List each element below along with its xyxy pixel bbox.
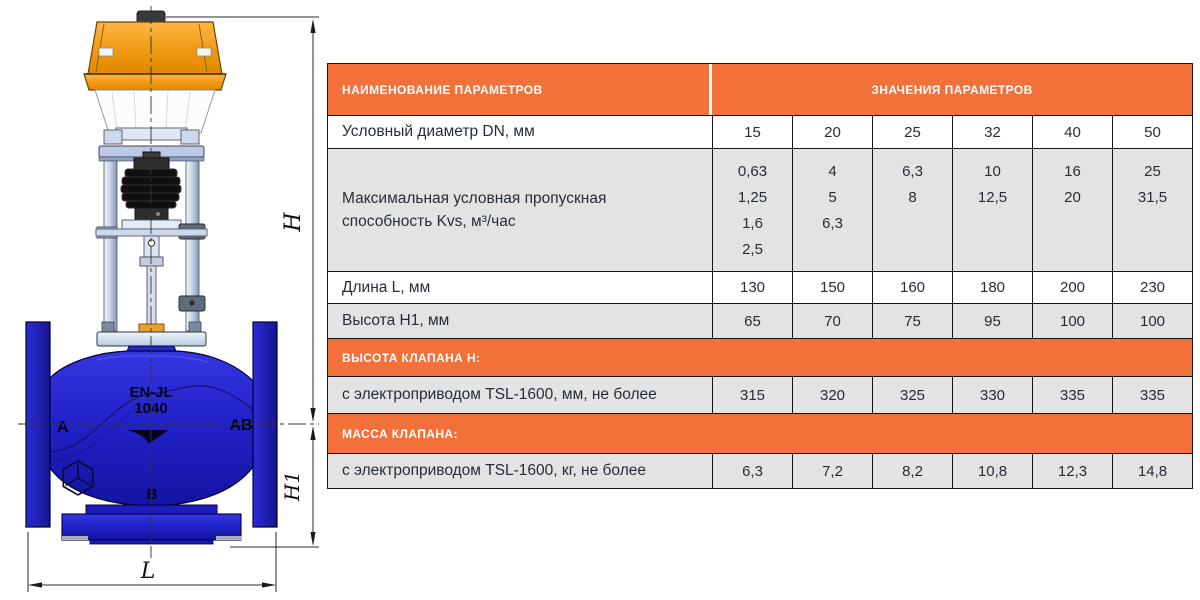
- dimension-h1-label: H1: [280, 470, 304, 502]
- cell-value: 20: [792, 116, 872, 148]
- cell-value: 14,8: [1112, 454, 1192, 488]
- cell-value: 50: [1112, 116, 1192, 148]
- value-line: 6,3: [822, 215, 843, 232]
- port-ab-label: AB: [229, 417, 253, 434]
- body-casting: [50, 351, 253, 506]
- section-row-valve-height: ВЫСОТА КЛАПАНА H:: [328, 338, 1192, 376]
- cell-value: 325: [872, 377, 952, 413]
- table-row-kvs: [328, 148, 1192, 271]
- table-header-row: [328, 64, 1192, 115]
- cell-value: 100: [1032, 304, 1112, 338]
- value-line: 31,5: [1137, 189, 1168, 206]
- value-line: 20: [1064, 189, 1081, 206]
- cell-value: 130: [712, 272, 792, 303]
- cell-value: 70: [792, 304, 872, 338]
- row-label: с электроприводом TSL-1600, мм, не более: [342, 386, 657, 404]
- table-row-height-h1: [328, 303, 1192, 338]
- cell-value: [952, 149, 1032, 271]
- cell-value: [872, 149, 952, 271]
- cell-value: 95: [952, 304, 1032, 338]
- value-line: 1,25: [737, 189, 768, 206]
- value-line: 12,5: [977, 189, 1008, 206]
- header-parameter-names: НАИМЕНОВАНИЕ ПАРАМЕТРОВ: [328, 64, 712, 115]
- cell-value: 7,2: [792, 454, 872, 488]
- flange-right: [253, 322, 277, 527]
- table-row-dn: [328, 115, 1192, 148]
- row-label: с электроприводом TSL-1600, кг, не более: [342, 462, 646, 480]
- header-parameter-values: ЗНАЧЕНИЯ ПАРАМЕТРОВ: [871, 82, 1033, 97]
- cell-value: 40: [1032, 116, 1112, 148]
- cell-value: 25: [872, 116, 952, 148]
- value-line: 10: [984, 163, 1001, 180]
- cell-value: 8,2: [872, 454, 952, 488]
- value-line: 5: [828, 189, 837, 206]
- cell-value: 335: [1032, 377, 1112, 413]
- value-line: 0,63: [737, 163, 768, 180]
- gland-bushing: [139, 324, 164, 332]
- cell-value: [712, 149, 792, 271]
- row-label: Длина L, мм: [342, 278, 431, 296]
- cell-value: 32: [952, 116, 1032, 148]
- spec-table: [327, 63, 1193, 489]
- dimension-h-label: H: [281, 212, 306, 232]
- cell-value: [1112, 149, 1192, 271]
- table-row-mass-with-actuator: [328, 453, 1192, 488]
- cell-value: 200: [1032, 272, 1112, 303]
- actuator-assembly: [84, 11, 226, 161]
- cell-value: 12,3: [1032, 454, 1112, 488]
- value-line: 1,6: [742, 215, 763, 232]
- valve-body: [26, 322, 277, 544]
- body-base: [62, 514, 241, 540]
- actuator-rim: [84, 74, 226, 90]
- cell-value: 65: [712, 304, 792, 338]
- cell-value: 335: [1112, 377, 1192, 413]
- value-line: 16: [1064, 163, 1081, 180]
- row-label: Условный диаметр DN, мм: [342, 123, 535, 141]
- section-row-valve-mass: МАССА КЛАПАНА:: [328, 413, 1192, 453]
- table-row-length: [328, 271, 1192, 303]
- valve-technical-drawing: [0, 0, 330, 600]
- port-b-label: B: [146, 486, 158, 503]
- actuator-skirt: [95, 90, 215, 133]
- cell-value: 150: [792, 272, 872, 303]
- cell-value: 180: [952, 272, 1032, 303]
- value-line: 6,3: [902, 163, 923, 180]
- cast-text-line1: EN-JL: [129, 384, 173, 401]
- cell-value: 15: [712, 116, 792, 148]
- table-row-h-with-actuator: [328, 376, 1192, 413]
- cell-value: 10,8: [952, 454, 1032, 488]
- dimension-l-label: L: [140, 559, 156, 584]
- cell-value: 320: [792, 377, 872, 413]
- value-line: 25: [1144, 163, 1161, 180]
- flange-left: [26, 322, 50, 527]
- cast-text-line2: 1040: [134, 400, 168, 417]
- cell-value: 315: [712, 377, 792, 413]
- cell-value: [792, 149, 872, 271]
- port-a-label: A: [57, 419, 69, 436]
- cell-value: 330: [952, 377, 1032, 413]
- row-label: Высота H1, мм: [342, 312, 450, 330]
- cell-value: 6,3: [712, 454, 792, 488]
- cell-value: 230: [1112, 272, 1192, 303]
- cell-value: 160: [872, 272, 952, 303]
- value-line: 4: [828, 163, 837, 180]
- value-line: 2,5: [742, 241, 763, 258]
- cell-value: 100: [1112, 304, 1192, 338]
- bonnet-plate: [97, 332, 206, 346]
- value-line: 8: [908, 189, 917, 206]
- crossbar: [96, 229, 207, 236]
- cell-value: [1032, 149, 1112, 271]
- row-label: Максимальная условная пропускная способность Kvs, м³/час: [342, 189, 607, 230]
- cell-value: 75: [872, 304, 952, 338]
